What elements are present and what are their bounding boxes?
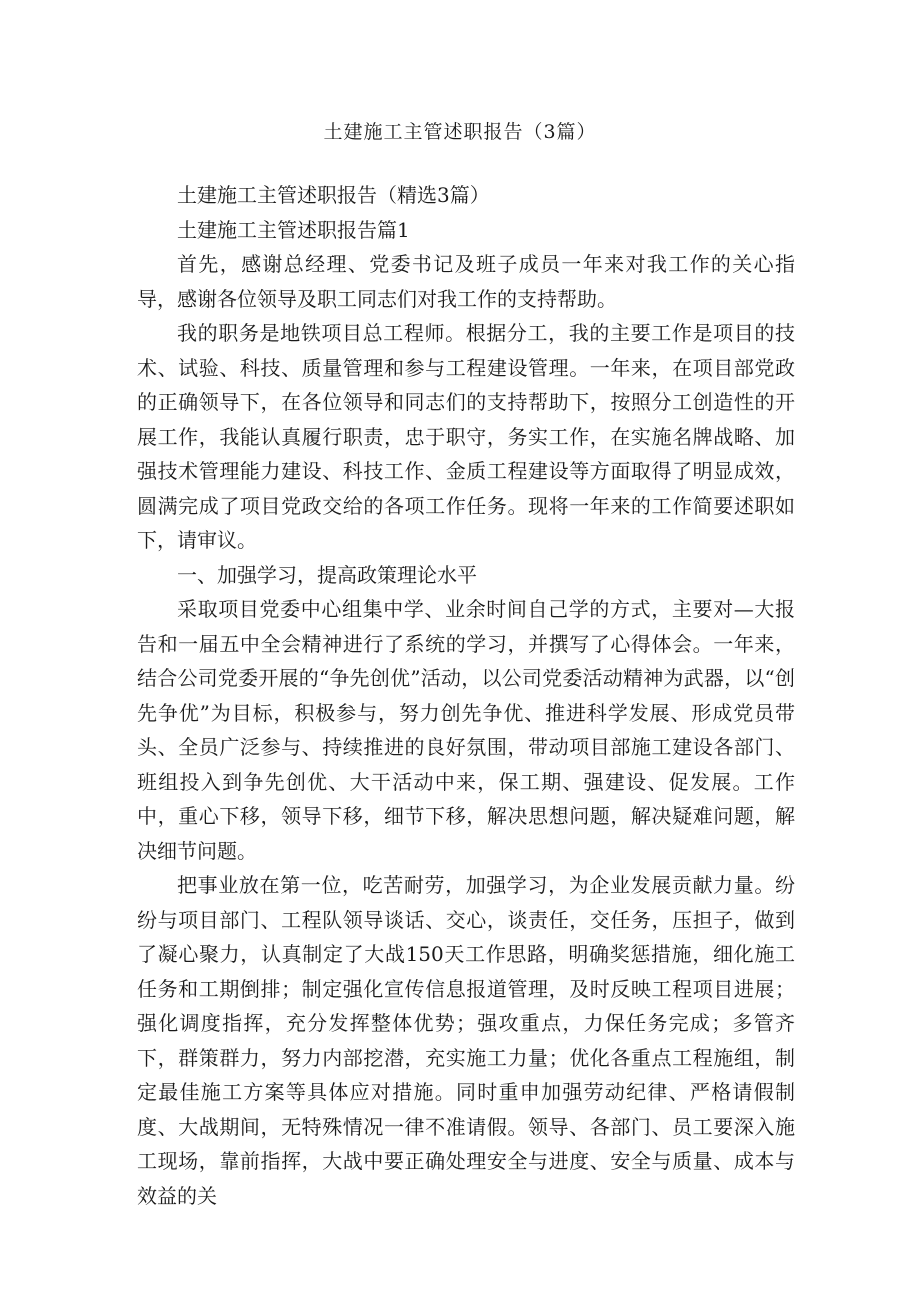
section-heading: 一、加强学习，提高政策理论水平 (177, 562, 477, 587)
body-paragraph: 把事业放在第一位，吃苦耐劳，加强学习，为企业发展贡献力量。纷纷与项目部门、工程队领导谈话、交心，谈责任，交任务，压担子，做到了凝心聚力，认真制定了大战150天工作思路，明确奖惩措施，细化施工任务和工期倒排；制定强化宣传信息报道管理，及时反映工程项目进展；强化调度指挥，充分发挥整体优势；强攻重点，力保任务完成；多管齐下，群策群力，努力内部挖潜，充实施工力量；优化各重点工程施组，制定最佳施工方案等具体应对措施。同时重申加强劳动纪律、严格请假制度、大战期间，无特殊情况一律不准请假。领导、各部门、员工要深入施工现场，靠前指挥，大战中要正确处理安全与进度、安全与质量、成本与效益的关 (137, 873, 795, 1208)
body-paragraph: 我的职务是地铁项目总工程师。根据分工，我的主要工作是项目的技术、试验、科技、质量管理和参与工程建设管理。一年来，在项目部党政的正确领导下，在各位领导和同志们的支持帮助下，按照分工创造性的开展工作，我能认真履行职责，忠于职守，务实工作，在实施名牌战略、加强技术管理能力建设、科技工作、金质工程建设等方面取得了明显成效，圆满完成了项目党政交给的各项工作任务。现将一年来的工作简要述职如下，请审议。 (137, 321, 795, 552)
subtitle-paragraph: 土建施工主管述职报告（精选3篇） (177, 183, 490, 207)
body-paragraph: 采取项目党委中心组集中学、业余时间自己学的方式，主要对—大报告和一届五中全会精神进行了系统的学习，并撰写了心得体会。一年来，结合公司党委开展的“争先创优”活动，以公司党委活动精神为武器，以“创先争优”为目标，积极参与，努力创先争优、推进科学发展、形成党员带头、全员广泛参与、持续推进的良好氛围，带动项目部施工建设各部门、班组投入到争先创优、大干活动中来，保工期、强建设、促发展。工作中，重心下移，领导下移，细节下移，解决思想问题，解决疑难问题，解决细节问题。 (137, 597, 795, 863)
document-title: 土建施工主管述职报告（3篇） (323, 121, 597, 143)
body-paragraph: 首先，感谢总经理、党委书记及班子成员一年来对我工作的关心指导，感谢各位领导及职工同志们对我工作的支持帮助。 (137, 252, 795, 311)
section-heading: 土建施工主管述职报告篇1 (177, 217, 410, 242)
document-body (137, 178, 795, 1213)
